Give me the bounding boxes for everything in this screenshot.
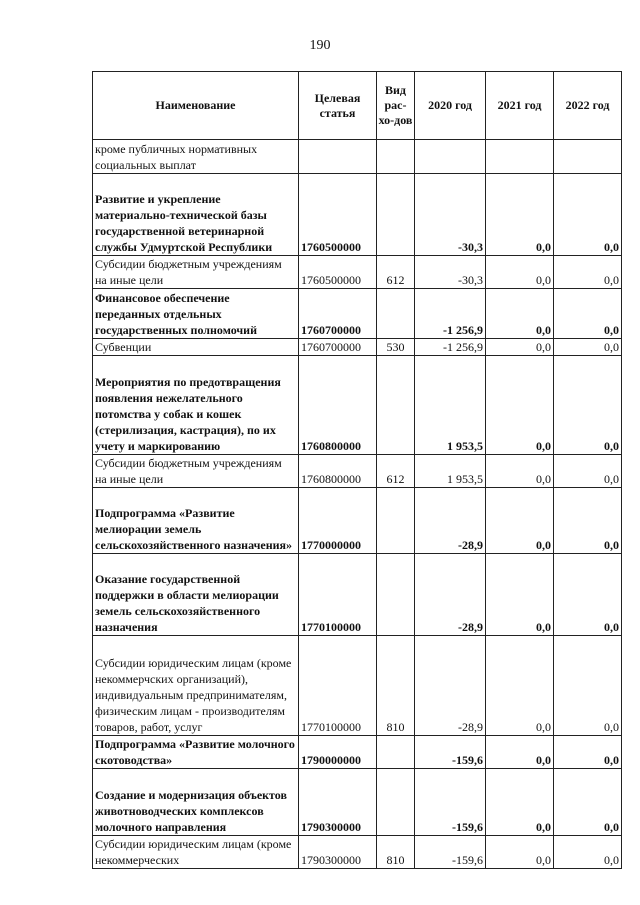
cell-expense-type — [377, 356, 415, 455]
cell-name: Финансовое обеспечение переданных отдельных государственных полномочий — [93, 289, 299, 339]
table-row — [93, 140, 622, 174]
cell-name: кроме публичных нормативных социальных выплат — [93, 140, 299, 174]
header-year-2022: 2022 год — [554, 72, 622, 140]
cell-year-2020: -28,9 — [415, 554, 486, 636]
cell-target-article: 1760500000 — [299, 174, 377, 256]
cell-year-2022: 0,0 — [554, 636, 622, 736]
cell-year-2021: 0,0 — [486, 636, 554, 736]
cell-year-2020: -30,3 — [415, 256, 486, 289]
cell-year-2022: 0,0 — [554, 736, 622, 769]
header-target-article: Целевая статья — [299, 72, 377, 140]
table-row — [93, 736, 622, 769]
cell-expense-type — [377, 140, 415, 174]
cell-name: Создание и модернизация объектов животноводческих комплексов молочного направления — [93, 769, 299, 836]
cell-name: Субвенции — [93, 339, 299, 356]
cell-year-2020: -159,6 — [415, 736, 486, 769]
header-year-2021: 2021 год — [486, 72, 554, 140]
table-row — [93, 455, 622, 488]
cell-year-2022: 0,0 — [554, 339, 622, 356]
cell-year-2022: 0,0 — [554, 769, 622, 836]
cell-target-article: 1770100000 — [299, 636, 377, 736]
cell-expense-type — [377, 554, 415, 636]
cell-expense-type: 612 — [377, 256, 415, 289]
cell-year-2022: 0,0 — [554, 356, 622, 455]
budget-table — [92, 71, 622, 869]
cell-year-2022 — [554, 140, 622, 174]
cell-year-2022: 0,0 — [554, 455, 622, 488]
cell-target-article: 1760700000 — [299, 289, 377, 339]
cell-name: Развитие и укрепление материально-технической базы государственной ветеринарной службы Удмуртской Республики — [93, 174, 299, 256]
cell-year-2021 — [486, 140, 554, 174]
header-expense-type: Вид рас-хо-дов — [377, 72, 415, 140]
cell-expense-type: 612 — [377, 455, 415, 488]
cell-year-2022: 0,0 — [554, 256, 622, 289]
cell-name: Субсидии юридическим лицам (кроме некоммерческих — [93, 836, 299, 869]
cell-year-2020: -28,9 — [415, 636, 486, 736]
cell-year-2021: 0,0 — [486, 488, 554, 554]
table-row — [93, 356, 622, 455]
cell-year-2020: -30,3 — [415, 174, 486, 256]
cell-year-2022: 0,0 — [554, 836, 622, 869]
cell-target-article — [299, 140, 377, 174]
table-header — [93, 72, 622, 140]
cell-year-2021: 0,0 — [486, 339, 554, 356]
cell-year-2021: 0,0 — [486, 174, 554, 256]
cell-year-2022: 0,0 — [554, 174, 622, 256]
header-year-2020: 2020 год — [415, 72, 486, 140]
cell-target-article: 1790000000 — [299, 736, 377, 769]
cell-year-2021: 0,0 — [486, 289, 554, 339]
cell-target-article: 1760800000 — [299, 455, 377, 488]
table-body — [93, 140, 622, 869]
cell-year-2020: 1 953,5 — [415, 455, 486, 488]
cell-expense-type: 810 — [377, 836, 415, 869]
cell-year-2020: -159,6 — [415, 836, 486, 869]
cell-expense-type: 530 — [377, 339, 415, 356]
cell-year-2022: 0,0 — [554, 488, 622, 554]
table-row — [93, 289, 622, 339]
cell-year-2020: -1 256,9 — [415, 289, 486, 339]
cell-year-2021: 0,0 — [486, 736, 554, 769]
cell-name: Подпрограмма «Развитие мелиорации земель сельскохозяйственного назначения» — [93, 488, 299, 554]
table-row — [93, 256, 622, 289]
cell-year-2022: 0,0 — [554, 289, 622, 339]
cell-year-2021: 0,0 — [486, 455, 554, 488]
cell-expense-type — [377, 736, 415, 769]
cell-expense-type — [377, 174, 415, 256]
cell-target-article: 1760800000 — [299, 356, 377, 455]
table-row — [93, 488, 622, 554]
cell-year-2021: 0,0 — [486, 769, 554, 836]
cell-target-article: 1790300000 — [299, 769, 377, 836]
table-row — [93, 769, 622, 836]
cell-year-2020: -159,6 — [415, 769, 486, 836]
cell-year-2021: 0,0 — [486, 256, 554, 289]
cell-name: Субсидии юридическим лицам (кроме некоммерчских организаций), индивидуальным предпринимателям, физическим лицам - производителям товаров, работ, услуг — [93, 636, 299, 736]
table-row — [93, 174, 622, 256]
cell-year-2021: 0,0 — [486, 356, 554, 455]
cell-year-2020: -28,9 — [415, 488, 486, 554]
cell-target-article: 1760700000 — [299, 339, 377, 356]
cell-expense-type — [377, 289, 415, 339]
cell-year-2021: 0,0 — [486, 836, 554, 869]
cell-year-2020: 1 953,5 — [415, 356, 486, 455]
cell-name: Оказание государственной поддержки в области мелиорации земель сельскохозяйственного назначения — [93, 554, 299, 636]
cell-year-2021: 0,0 — [486, 554, 554, 636]
cell-name: Подпрограмма «Развитие молочного скотоводства» — [93, 736, 299, 769]
cell-name: Субсидии бюджетным учреждениям на иные цели — [93, 256, 299, 289]
cell-year-2022: 0,0 — [554, 554, 622, 636]
table-row — [93, 554, 622, 636]
cell-expense-type — [377, 488, 415, 554]
cell-name: Субсидии бюджетным учреждениям на иные цели — [93, 455, 299, 488]
cell-expense-type: 810 — [377, 636, 415, 736]
table-row — [93, 636, 622, 736]
table-row — [93, 339, 622, 356]
table-row — [93, 836, 622, 869]
cell-target-article: 1770100000 — [299, 554, 377, 636]
cell-target-article: 1790300000 — [299, 836, 377, 869]
cell-target-article: 1770000000 — [299, 488, 377, 554]
cell-name: Мероприятия по предотвращения появления нежелательного потомства у собак и кошек (стерилизация, кастрация), по их учету и маркированию — [93, 356, 299, 455]
cell-expense-type — [377, 769, 415, 836]
page-number: 190 — [309, 38, 331, 53]
header-name: Наименование — [93, 72, 299, 140]
cell-year-2020: -1 256,9 — [415, 339, 486, 356]
cell-year-2020 — [415, 140, 486, 174]
cell-target-article: 1760500000 — [299, 256, 377, 289]
